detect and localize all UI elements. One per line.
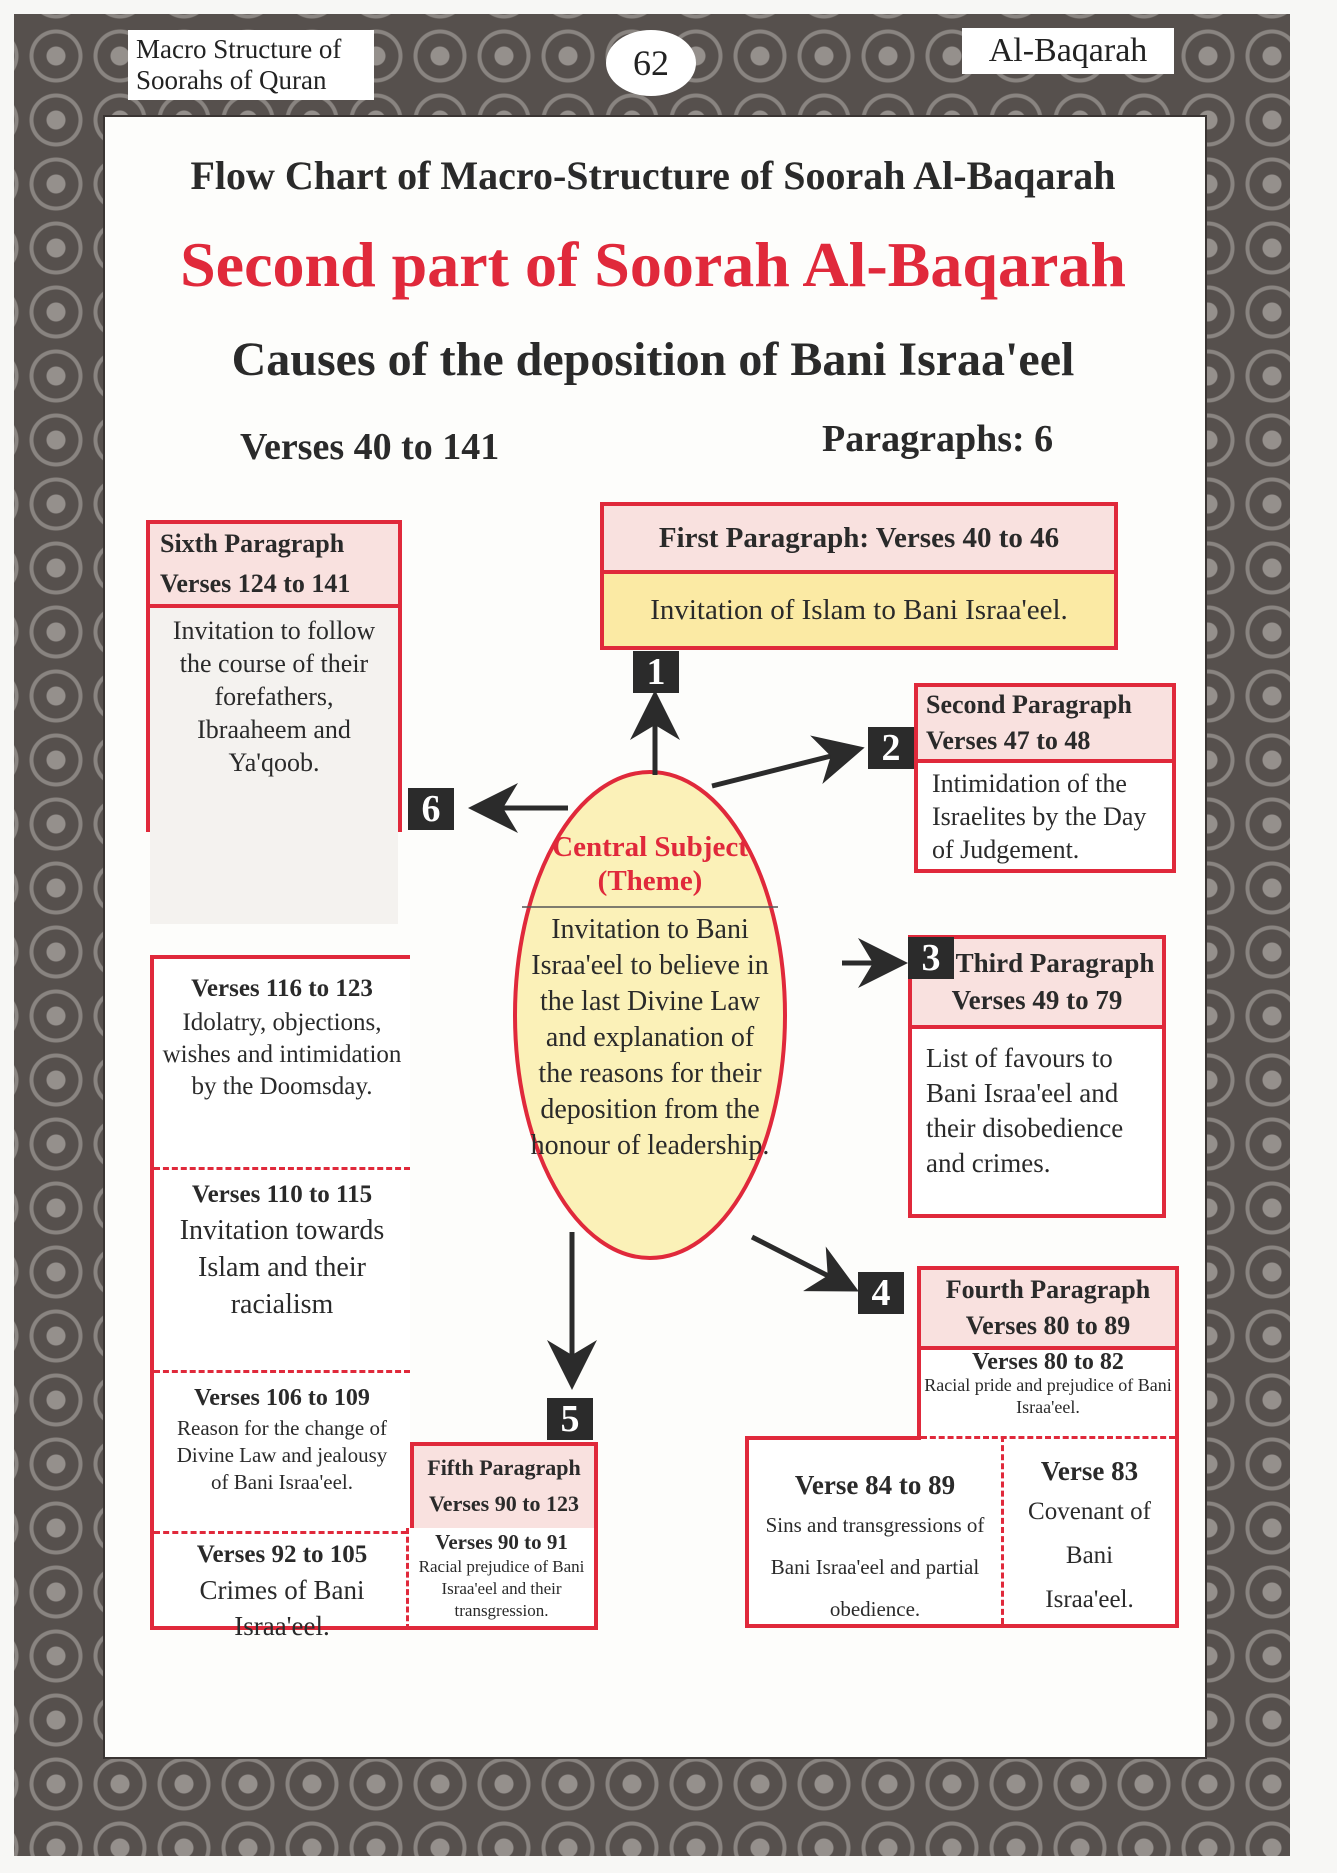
- section-text: Idolatry, objections, wishes and intimidation by the Doomsday.: [162, 1009, 402, 1100]
- section-verses: Verses 116 to 123: [191, 975, 373, 1002]
- paragraph-1-summary: Invitation of Islam to Bani Israa'eel.: [604, 574, 1114, 646]
- section-verses: Verses 90 to 91: [435, 1530, 568, 1554]
- paragraph-6-title: Sixth Paragraph: [160, 529, 345, 558]
- paragraph-4-header-box: [917, 1266, 1179, 1436]
- paragraph-4-header: [921, 1270, 1175, 1350]
- section-verses: Verse 84 to 89: [794, 1470, 956, 1500]
- paragraph-2-header: [918, 687, 1172, 763]
- flow-chart-title: Flow Chart of Macro-Structure of Soorah Al-Baqarah: [190, 153, 1116, 198]
- section-text: Invitation towards Islam and their racialism: [179, 1215, 385, 1320]
- paragraph-5-section-1: [154, 959, 410, 1167]
- section-text: Racial pride and prejudice of Bani Israa'eel.: [924, 1375, 1172, 1417]
- central-subject-title: Central Subject (Theme): [552, 831, 748, 897]
- section-verses: Verses 110 to 115: [191, 1181, 373, 1208]
- paragraph-5-section-4: [154, 1534, 410, 1644]
- arrow-to-4: [752, 1237, 850, 1287]
- paragraph-5-title: Fifth Paragraph: [427, 1455, 581, 1480]
- paragraph-6-header: [150, 524, 398, 608]
- paragraph-4-section-1: [921, 1350, 1175, 1418]
- box-edge: [749, 1436, 921, 1440]
- verses-range: Verses 40 to 141: [240, 426, 500, 468]
- section-verses: Verses 106 to 109: [194, 1385, 370, 1411]
- paragraph-5-section-3: [154, 1373, 410, 1531]
- arrow-to-2: [712, 750, 855, 786]
- paragraph-3-title: Third Paragraph: [955, 948, 1155, 978]
- section-text: Crimes of Bani Israa'eel.: [199, 1575, 365, 1641]
- section-verses: Verses 80 to 82: [972, 1349, 1124, 1375]
- paragraph-2-verses: Verses 47 to 48: [926, 726, 1091, 755]
- paragraph-6-verses: Verses 124 to 141: [160, 569, 351, 598]
- paragraph-5-right-box: [406, 1528, 598, 1630]
- badge-3: 3: [908, 937, 954, 979]
- paragraph-2-box: [914, 683, 1176, 873]
- paragraph-6-summary: Invitation to follow the course of their forefathers, Ibraaheem and Ya'qoob.: [150, 608, 398, 924]
- section-text: Reason for the change of Divine Law and jealousy of Bani Israa'eel.: [176, 1416, 388, 1494]
- book-title-label: Macro Structure of Soorahs of Quran: [128, 30, 374, 100]
- soorah-tag: Al-Baqarah: [962, 28, 1174, 74]
- paragraph-count: Paragraphs: 6: [822, 418, 1054, 460]
- paragraph-1-title: First Paragraph: Verses 40 to 46: [604, 506, 1114, 574]
- paragraph-3-summary: List of favours to Bani Israa'eel and their disobedience and crimes.: [926, 1043, 1124, 1178]
- badge-1: 1: [633, 651, 679, 693]
- paragraph-4-lower-box: [745, 1436, 1179, 1628]
- dashed-divider: [921, 1436, 1175, 1439]
- central-subject-text: Invitation to Bani Israa'eel to believe in the last Divine Law and explanation of the reasons for their deposition from the honour of leadership.: [530, 914, 770, 1161]
- paragraph-3-verses: Verses 49 to 79: [951, 985, 1123, 1015]
- section-text: Sins and transgressions of Bani Israa'eel and partial obedience.: [765, 1513, 985, 1621]
- paragraph-5-left-box: [150, 955, 410, 1641]
- paragraph-4-section-3: [1004, 1452, 1175, 1622]
- paragraph-4-section-2: [749, 1466, 1001, 1630]
- badge-2: 2: [868, 727, 914, 769]
- badge-4: 4: [858, 1272, 904, 1314]
- central-subject: [520, 830, 780, 1164]
- subtitle: Causes of the deposition of Bani Israa'eel: [231, 333, 1075, 386]
- paragraph-5-section-2: [154, 1170, 410, 1378]
- paragraph-4-verses: Verses 80 to 89: [965, 1311, 1131, 1340]
- badge-5: 5: [547, 1398, 593, 1440]
- section-verses: Verse 83: [1040, 1456, 1139, 1486]
- section-text: Covenant of Bani Israa'eel.: [1028, 1498, 1151, 1613]
- part-title: Second part of Soorah Al-Baqarah: [180, 229, 1126, 300]
- paragraph-5-header-box: [410, 1442, 598, 1532]
- paragraph-6-box: [146, 520, 402, 832]
- paragraph-5-header: [414, 1446, 594, 1528]
- paragraph-2-summary: Intimidation of the Israelites by the Day of Judgement.: [932, 769, 1147, 864]
- paragraph-2-title: Second Paragraph: [926, 690, 1132, 719]
- page-number: 62: [606, 30, 696, 96]
- paragraph-1-box: [600, 502, 1118, 650]
- badge-6: 6: [408, 788, 454, 830]
- paragraph-5-verses: Verses 90 to 123: [428, 1491, 580, 1516]
- paragraph-4-title: Fourth Paragraph: [945, 1275, 1151, 1304]
- section-verses: Verses 92 to 105: [196, 1541, 368, 1568]
- section-text: Racial prejudice of Bani Israa'eel and their transgression.: [418, 1557, 585, 1620]
